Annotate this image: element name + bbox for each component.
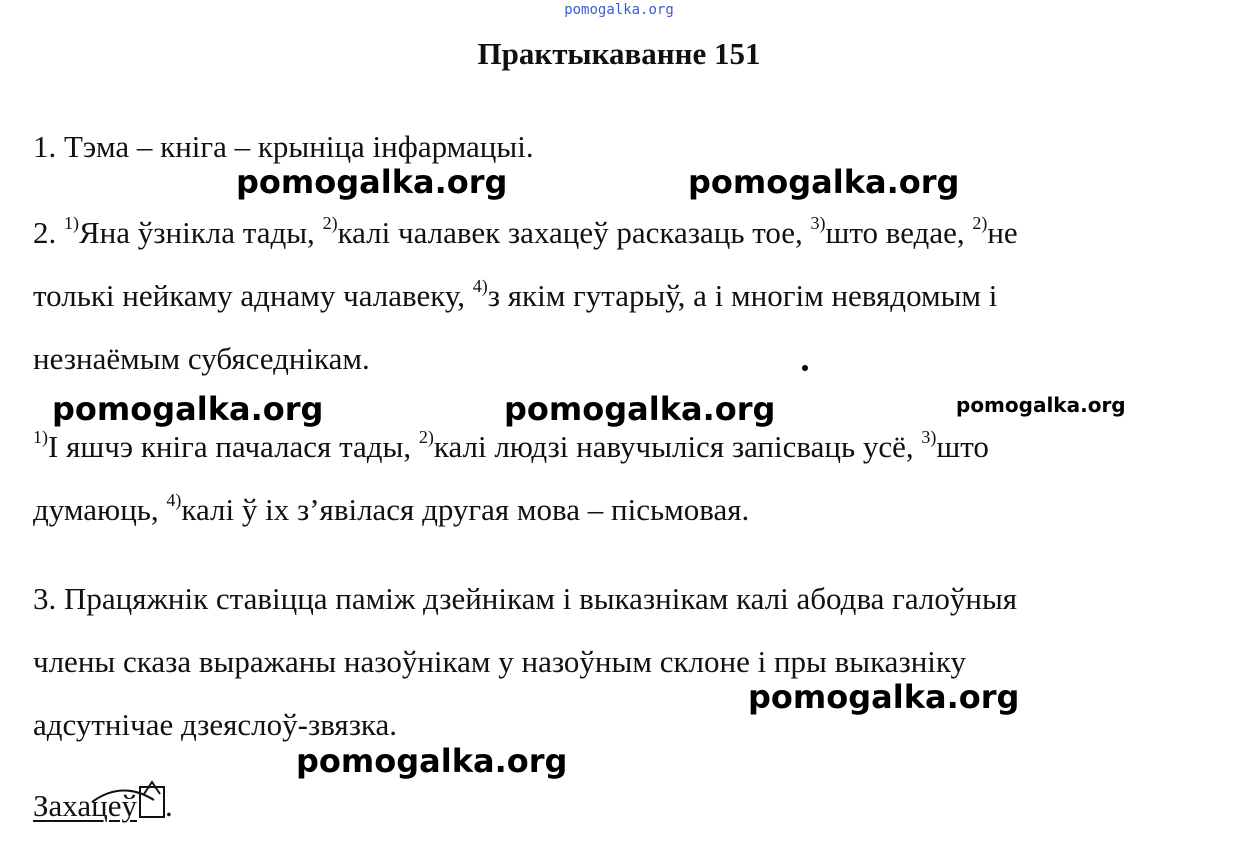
clause-text: думаюць, bbox=[33, 492, 167, 527]
word-punct: . bbox=[165, 788, 173, 823]
item-3-line-3: адсутнічае дзеяслоў-звязка. bbox=[33, 707, 398, 742]
page-title: Практыкаванне 151 bbox=[477, 36, 761, 71]
watermark[interactable]: pomogalka.org bbox=[688, 163, 960, 201]
clause-text: калі чалавек захацеў расказаць тое, bbox=[337, 215, 811, 250]
item-2-line-3: незнаёмым субяседнікам. bbox=[33, 341, 370, 376]
watermark[interactable]: pomogalka.org bbox=[748, 678, 1020, 716]
item-2-prefix: 2. bbox=[33, 215, 64, 250]
watermark[interactable]: pomogalka.org bbox=[504, 390, 776, 428]
watermark[interactable]: pomogalka.org bbox=[296, 742, 568, 780]
watermark[interactable]: pomogalka.org bbox=[52, 390, 324, 428]
clause-text: калі людзі навучыліся запісваць усё, bbox=[433, 429, 922, 464]
clause-text: І яшчэ кніга пачалася тады, bbox=[48, 429, 419, 464]
item-3-line-1: 3. Працяжнік ставіцца паміж дзейнікам і выказнікам калі абодва галоўныя bbox=[33, 581, 1018, 616]
clause-number: 1) bbox=[33, 426, 48, 447]
clause-number: 1) bbox=[64, 212, 79, 233]
clause-text: калі ў іх з’явілася другая мова – пісьмовая. bbox=[181, 492, 750, 527]
item-3-line-2: члены сказа выражаны назоўнікам у назоўным склоне і пры выказніку bbox=[33, 644, 967, 679]
clause-number: 4) bbox=[472, 275, 488, 296]
item-2-line-1 bbox=[33, 214, 1018, 251]
word-parse bbox=[33, 786, 173, 824]
clause-text: не bbox=[987, 215, 1018, 250]
item-2b-line-2 bbox=[33, 491, 749, 528]
item-1: 1. Тэма – кніга – крыніца інфармацыі. bbox=[33, 129, 534, 164]
clause-number: 2) bbox=[322, 212, 338, 233]
clause-number: 2) bbox=[418, 426, 434, 447]
clause-number: 3) bbox=[921, 426, 937, 447]
item-2-line-2 bbox=[33, 277, 997, 314]
clause-number: 4) bbox=[166, 489, 182, 510]
clause-text: што ведае, bbox=[825, 215, 973, 250]
site-mark[interactable]: pomogalka.org bbox=[564, 2, 674, 18]
clause-text: што bbox=[936, 429, 989, 464]
null-ending-box-icon bbox=[139, 786, 165, 818]
item-2b-line-1 bbox=[33, 428, 989, 465]
clause-text: толькі нейкаму аднаму чалавеку, bbox=[33, 278, 473, 313]
clause-number: 2) bbox=[972, 212, 988, 233]
stray-dot bbox=[802, 365, 808, 371]
watermark[interactable]: pomogalka.org bbox=[236, 163, 508, 201]
clause-text: з якім гутарыў, а і многім невядомым і bbox=[487, 278, 998, 313]
watermark[interactable]: pomogalka.org bbox=[956, 393, 1126, 417]
parsed-word: Захацеў bbox=[33, 788, 137, 823]
clause-number: 3) bbox=[810, 212, 826, 233]
clause-text: Яна ўзнікла тады, bbox=[79, 215, 323, 250]
